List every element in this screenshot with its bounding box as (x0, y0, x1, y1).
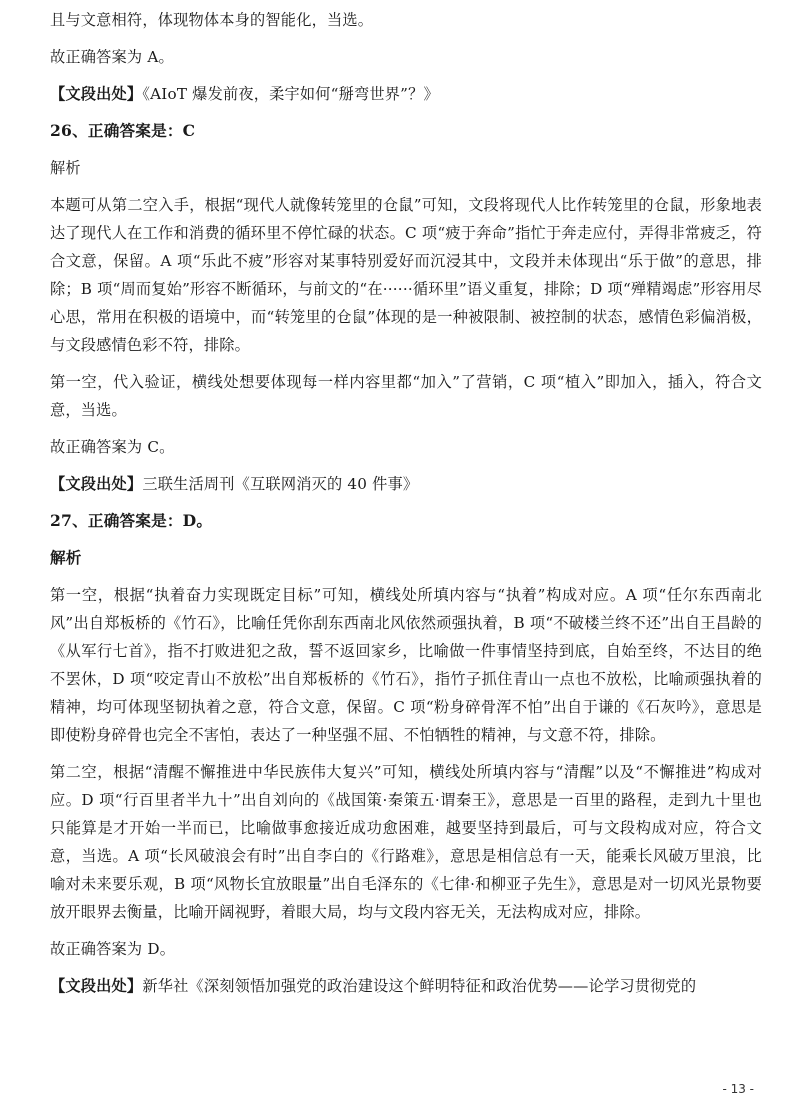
source-tag: 【文段出处】 (50, 475, 143, 493)
document-page (50, 0, 762, 1000)
analysis-paragraph-26-a: 本题可从第二空入手，根据“现代人就像转笼里的仓鼠”可知，文段将现代人比作转笼里的仓鼠，形象地表达了现代人在工作和消费的循环里不停忙碌的状态。C 项“疲于奔命”指忙于奔走应付，弄得非常疲乏，符合文意，保留。A 项“乐此不疲”形容对某事特别爱好而沉浸其中，文段并未体现出“乐于做”的意思，排除；B 项“周而复始”形容不断循环，与前文的“在······循环里”语义重复，排除；D 项“殚精竭虑”形容用尽心思，常用在积极的语境中，而“转笼里的仓鼠”体现的是一种被限制、被控制的状态，感情色彩偏消极，与文段感情色彩不符，排除。 (50, 196, 762, 354)
source-title: 新华社《深刻领悟加强党的政治建设这个鲜明特征和政治优势——论学习贯彻党的 (142, 977, 697, 995)
analysis-label-26: 解析 (50, 159, 81, 177)
source-tag: 【文段出处】 (50, 85, 143, 103)
analysis-paragraph-26-b: 第一空，代入验证，横线处想要体现每一样内容里都“加入”了营销，C 项“植入”即加入，插入，符合文意，当选。 (50, 373, 762, 419)
source-line-25 (50, 80, 762, 108)
analysis-label-27: 解析 (50, 548, 82, 567)
page-number: - 13 - (722, 1082, 754, 1096)
question-heading-26: 26、正确答案是：C (50, 121, 196, 140)
source-title: 《AIoT 爆发前夜，柔宇如何“掰弯世界”？》 (142, 85, 439, 103)
analysis-paragraph-27-a: 第一空，根据“执着奋力实现既定目标”可知，横线处所填内容与“执着”构成对应。A 项“任尔东西南北风”出自郑板桥的《竹石》，比喻任凭你刮东西南北风依然顽强执着，B 项“不破楼兰终不还”出自王昌龄的《从军行七首》，指不打败进犯之敌，誓不返回家乡，比喻做一件事情坚持到底，自始至终，不达目的绝不罢休，D 项“咬定青山不放松”出自郑板桥的《竹石》，指竹子抓住青山一点也不放松，比喻顽强执着的精神，均可体现坚韧执着之意，符合文意，保留。C 项“粉身碎骨浑不怕”出自于谦的《石灰吟》，意思是即使粉身碎骨也完全不害怕，表达了一种坚强不屈、不怕牺牲的精神，与文意不符，排除。 (50, 586, 762, 744)
source-title: 三联生活周刊《互联网消灭的 40 件事》 (142, 475, 419, 493)
paragraph-continuation: 且与文意相符，体现物体本身的智能化，当选。 (50, 11, 374, 29)
answer-line-25: 故正确答案为 A。 (50, 48, 174, 66)
answer-line-27: 故正确答案为 D。 (50, 940, 176, 958)
source-line-27 (50, 972, 762, 1000)
answer-line-26: 故正确答案为 C。 (50, 438, 175, 456)
source-tag: 【文段出处】 (50, 977, 143, 995)
source-line-26 (50, 470, 762, 498)
analysis-paragraph-27-b: 第二空，根据“清醒不懈推进中华民族伟大复兴”可知，横线处所填内容与“清醒”以及“不懈推进”构成对应。D 项“行百里者半九十”出自刘向的《战国策·秦策五·谓秦王》，意思是一百里的路程，走到九十里也只能算是才开始一半而已，比喻做事愈接近成功愈困难，越要坚持到最后，可与文段构成对应，符合文意，当选。A 项“长风破浪会有时”出自李白的《行路难》，意思是相信总有一天，能乘长风破万里浪，比喻对未来要乐观，B 项“风物长宜放眼量”出自毛泽东的《七律·和柳亚子先生》，意思是对一切风光景物要放开眼界去衡量，比喻开阔视野，着眼大局，均与文段内容无关，无法构成对应，排除。 (50, 763, 762, 921)
question-heading-27: 27、正确答案是：D。 (50, 511, 213, 530)
